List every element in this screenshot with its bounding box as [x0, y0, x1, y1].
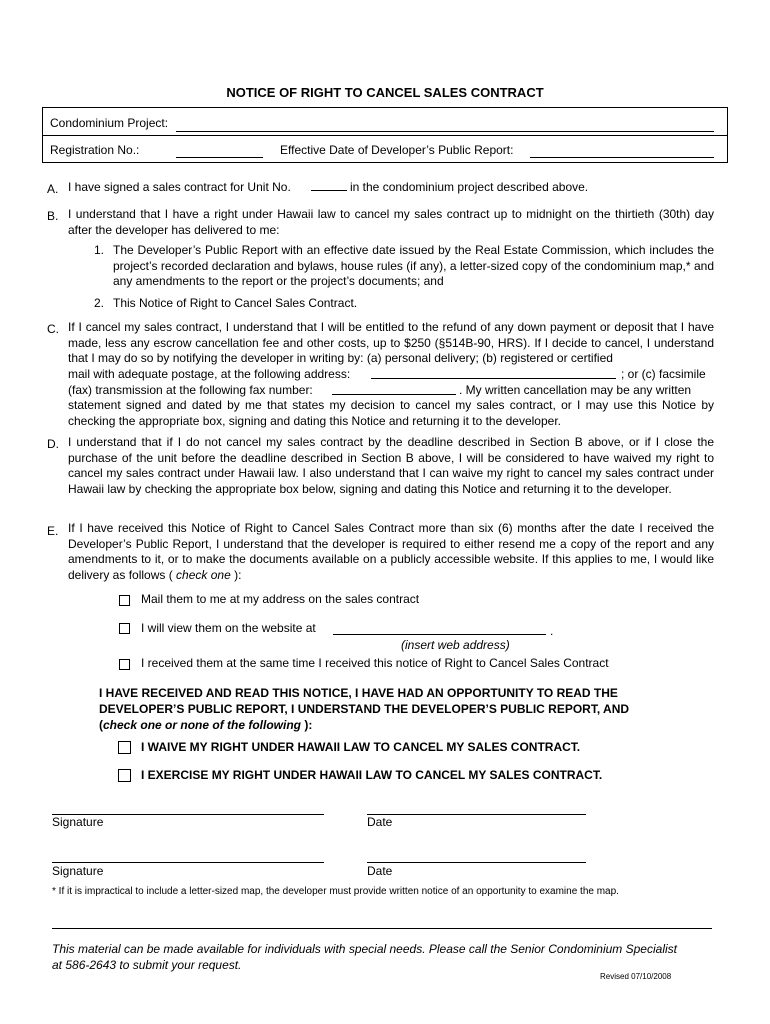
section-d-letter: D.: [47, 437, 59, 451]
registration-field[interactable]: [176, 157, 263, 158]
footer-divider: [52, 928, 712, 929]
waive-right-checkbox[interactable]: [118, 741, 131, 754]
section-b-item1-text: The Developer’s Public Report with an effective date issued by the Real Estate Commission, which includes the project’s recorded declaration and bylaws, house rules (if any), a letter-sized copy of the condominium map,* and any amendments to the report or the project’s documents; and: [113, 243, 714, 289]
same-time-option-label: I received them at the same time I received this notice of Right to Cancel Sales Contract: [141, 656, 609, 670]
signature-line-2[interactable]: [52, 862, 324, 863]
website-option-checkbox[interactable]: [119, 623, 130, 634]
section-b-text: I understand that I have a right under Hawaii law to cancel my sales contract up to midnight on the thirtieth (30th) day after the developer has delivered to me:: [68, 207, 714, 237]
fax-number-field[interactable]: [332, 394, 456, 395]
section-c-letter: C.: [47, 322, 59, 336]
same-time-option-checkbox[interactable]: [119, 659, 130, 670]
website-option-label: I will view them on the website at: [141, 621, 316, 635]
web-address-field[interactable]: [333, 634, 546, 635]
acknowledgment-open-paren: (: [99, 718, 103, 732]
section-c-line5-a: (fax) transmission at the following fax number:: [68, 383, 313, 397]
signature-label-2: Signature: [52, 864, 104, 878]
effective-date-label: Effective Date of Developer’s Public Report:: [280, 143, 514, 157]
insert-web-address-hint: (insert web address): [401, 638, 510, 652]
section-c-line5-b: . My written cancellation may be any written: [459, 383, 692, 397]
map-footnote: * If it is impractical to include a letter-sized map, the developer must provide written notice of an opportunity to examine the map.: [52, 886, 619, 897]
section-d-text: I understand that if I do not cancel my sales contract by the deadline described in Section B above, or if I close the purchase of the unit before the deadline described in Section B above, I will be considered to have waived my right to cancel my sales contract under Hawaii law. I also understand that I can waive my right to cancel my sales contract under Hawaii law by checking the appropriate box below, signing and dating this Notice and returning it to the developer.: [68, 435, 714, 496]
section-c-line4-b: ; or (c) facsimile: [621, 367, 706, 381]
section-b-letter: B.: [47, 209, 59, 223]
section-c-text-2: statement signed and dated by me that states my decision to cancel my sales contract, or I may use this Notice by checking the appropriate box, signing and dating this Notice and returning it to the developer.: [68, 398, 714, 428]
acknowledgment-check-one: check one or none of the following: [103, 718, 302, 732]
mail-option-label: Mail them to me at my address on the sales contract: [141, 592, 420, 606]
mail-option-checkbox[interactable]: [119, 595, 130, 606]
section-a-text-1: I have signed a sales contract for Unit No.: [68, 180, 291, 194]
exercise-right-label: I EXERCISE MY RIGHT UNDER HAWAII LAW TO CANCEL MY SALES CONTRACT.: [141, 768, 603, 782]
special-needs-line-1: This material can be made available for individuals with special needs. Please call the Senior Condominium Specialist: [52, 942, 677, 956]
project-label: Condominium Project:: [50, 116, 169, 130]
revised-date: Revised 07/10/2008: [600, 972, 672, 981]
date-label-1: Date: [367, 815, 393, 829]
effective-date-field[interactable]: [530, 157, 714, 158]
acknowledgment-line-2: DEVELOPER’S PUBLIC REPORT, I UNDERSTAND THE DEVELOPER’S PUBLIC REPORT, AND: [99, 702, 630, 716]
section-c-text-1: If I cancel my sales contract, I understand that I will be entitled to the refund of any down payment or deposit that I have made, less any escrow cancellation fee and other costs, up to $250 (§514B-90, HRS). If I decide to cancel, I understand that I may do so by notifying the developer in writing by: (a) personal delivery; (b) registered or certified: [68, 320, 714, 366]
date-line-2[interactable]: [367, 862, 586, 863]
acknowledgment-line-3: [99, 718, 312, 734]
website-period: .: [550, 624, 554, 638]
acknowledgment-line-1: I HAVE RECEIVED AND READ THIS NOTICE, I HAVE HAD AN OPPORTUNITY TO READ THE: [99, 686, 618, 700]
page-title: NOTICE OF RIGHT TO CANCEL SALES CONTRACT: [226, 85, 544, 100]
registration-label: Registration No.:: [50, 143, 140, 157]
waive-right-label: I WAIVE MY RIGHT UNDER HAWAII LAW TO CANCEL MY SALES CONTRACT.: [141, 740, 581, 754]
exercise-right-checkbox[interactable]: [118, 769, 131, 782]
section-c-line4-a: mail with adequate postage, at the following address:: [68, 367, 351, 381]
acknowledgment-close-paren: ):: [304, 718, 313, 732]
unit-number-field[interactable]: [311, 190, 347, 191]
date-label-2: Date: [367, 864, 393, 878]
section-e-letter: E.: [47, 524, 59, 538]
date-line-1[interactable]: [367, 814, 586, 815]
section-e-text-end: ):: [234, 567, 242, 582]
developer-address-field[interactable]: [371, 378, 616, 379]
special-needs-line-2: at 586-2643 to submit your request.: [52, 958, 242, 972]
section-b-item2-num: 2.: [94, 296, 105, 310]
section-a-text-2: in the condominium project described above.: [350, 180, 589, 194]
section-e-text: [68, 521, 714, 583]
header-divider: [43, 135, 727, 136]
signature-label-1: Signature: [52, 815, 104, 829]
project-field[interactable]: [176, 131, 714, 132]
section-e-text-main: If I have received this Notice of Right to Cancel Sales Contract more than six (6) months after the date I received the Developer’s Public Report, I understand that the developer is required to either resend me a copy of the report and any amendments to it, or to make the documents available on a publicly accessible website. If this applies to me, I would like delivery as follows (: [68, 521, 714, 582]
section-e-check-one: check one: [176, 567, 231, 582]
section-a-letter: A.: [47, 182, 59, 196]
section-b-item2-text: This Notice of Right to Cancel Sales Contract.: [113, 296, 358, 310]
section-b-item1-num: 1.: [94, 243, 105, 257]
